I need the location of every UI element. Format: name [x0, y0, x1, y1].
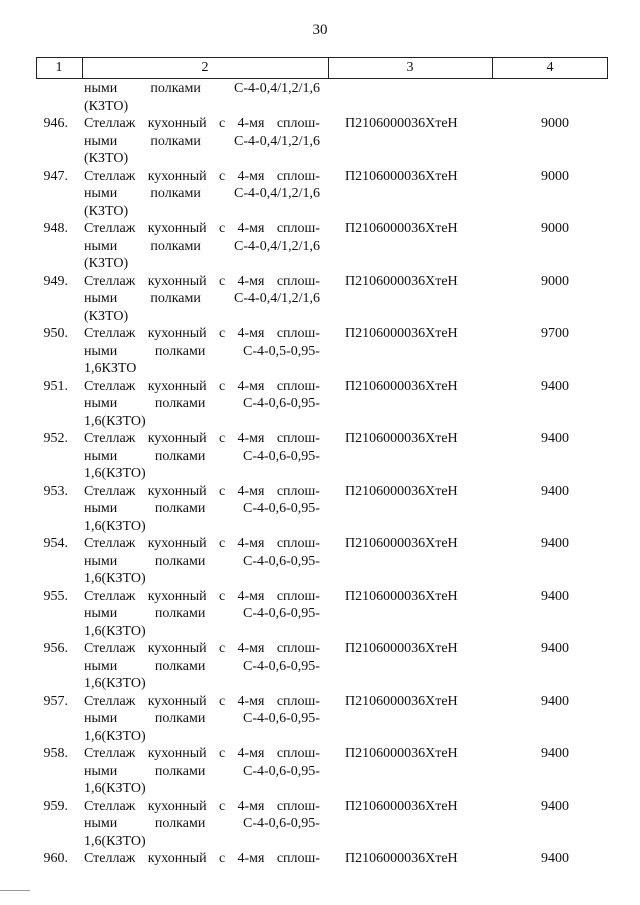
description-line — [84, 343, 320, 361]
item-description — [84, 535, 320, 588]
description-line — [84, 500, 320, 518]
item-price: 9700 — [541, 326, 569, 341]
description-line — [84, 168, 320, 186]
description-word: Стеллаж — [84, 168, 136, 184]
item-code: П2106000036ХтеН — [345, 116, 458, 131]
description-word: полками — [150, 238, 201, 254]
item-description — [84, 168, 320, 221]
item-code: П2106000036ХтеН — [345, 431, 458, 446]
description-line — [84, 623, 320, 641]
row-number: 951. — [43, 378, 68, 394]
item-code: П2106000036ХтеН — [345, 798, 458, 814]
item-description — [84, 378, 320, 431]
description-word: (КЗТО) — [84, 203, 129, 219]
item-price: 9400 — [541, 378, 569, 394]
item-code: П2106000036ХтеН — [345, 746, 458, 761]
description-word: Стеллаж — [84, 483, 136, 499]
item-price: 9400 — [541, 641, 569, 656]
description-word: 4-мя — [237, 116, 265, 131]
item-description — [84, 325, 320, 378]
description-word: сплош- — [276, 746, 320, 761]
description-line — [84, 133, 320, 151]
description-word: полками — [150, 81, 201, 96]
description-word: сплош- — [276, 431, 320, 446]
description-line — [84, 360, 320, 378]
description-line — [84, 605, 320, 623]
item-price: 9400 — [541, 536, 569, 551]
description-word: полками — [154, 448, 206, 464]
row-number: 946. — [43, 116, 68, 131]
description-word: 4-мя — [237, 326, 265, 341]
description-word: 1,6(КЗТО) — [84, 781, 146, 796]
description-line — [84, 745, 320, 763]
description-word: с — [218, 378, 226, 394]
item-code: П2106000036ХтеН — [345, 221, 458, 236]
description-word: с — [218, 536, 226, 551]
description-word: с — [218, 483, 226, 499]
description-word: с — [218, 588, 226, 604]
row-number: 954. — [43, 536, 68, 551]
description-word: сплош- — [276, 693, 320, 709]
row-number: 958. — [43, 746, 68, 761]
description-line — [84, 273, 320, 291]
description-word: кухонный — [147, 273, 207, 289]
item-price: 9400 — [541, 746, 569, 761]
row-number: 955. — [43, 588, 68, 604]
description-word: Стеллаж — [84, 273, 136, 289]
description-word: с — [218, 431, 226, 446]
description-word: кухонный — [147, 798, 207, 814]
description-line — [84, 588, 320, 606]
description-word: С-4-0,4/1,2/1,6 — [234, 291, 320, 306]
description-word: ными — [84, 291, 118, 306]
description-word: Стеллаж — [84, 536, 136, 551]
description-word: кухонный — [147, 588, 207, 604]
description-line — [84, 413, 320, 431]
description-word: 4-мя — [237, 378, 265, 394]
row-number: 953. — [43, 483, 68, 499]
description-word: полками — [150, 133, 201, 149]
description-line — [84, 448, 320, 466]
description-line — [84, 308, 320, 326]
description-word: С-4-0,4/1,2/1,6 — [234, 81, 320, 96]
description-word: Стеллаж — [84, 746, 136, 761]
description-word: кухонный — [147, 483, 207, 499]
description-word: 1,6(КЗТО) — [84, 571, 146, 586]
description-word: 4-мя — [237, 431, 265, 446]
description-word: с — [218, 326, 226, 341]
item-description — [84, 80, 320, 115]
description-word: С-4-0,6-0,95- — [242, 501, 320, 516]
row-number: 949. — [43, 273, 68, 289]
description-word: С-4-0,6-0,95- — [242, 448, 320, 464]
item-price: 9000 — [541, 168, 569, 184]
description-word: Стеллаж — [84, 378, 136, 394]
description-word: Стеллаж — [84, 116, 136, 131]
description-word: сплош- — [276, 798, 320, 814]
description-word: сплош- — [276, 588, 320, 604]
description-line — [84, 763, 320, 781]
description-word: кухонный — [147, 326, 207, 341]
description-line — [84, 465, 320, 483]
item-code: П2106000036ХтеН — [345, 483, 458, 499]
description-line — [84, 255, 320, 273]
row-number: 959. — [43, 798, 68, 814]
description-word: с — [218, 851, 226, 866]
page-edge-mark — [0, 890, 30, 891]
item-code: П2106000036ХтеН — [345, 168, 458, 184]
description-word: сплош- — [276, 326, 320, 341]
description-line — [84, 395, 320, 413]
description-word: полками — [150, 291, 201, 306]
item-description — [84, 798, 320, 851]
description-word: с — [218, 641, 226, 656]
description-line — [84, 780, 320, 798]
description-word: 1,6(КЗТО) — [84, 623, 146, 639]
description-word: с — [218, 221, 226, 236]
item-code: П2106000036ХтеН — [345, 588, 458, 604]
item-price: 9000 — [541, 273, 569, 289]
description-word: 4-мя — [237, 588, 265, 604]
description-word: сплош- — [276, 641, 320, 656]
description-word: кухонный — [147, 693, 207, 709]
description-word: 4-мя — [237, 168, 265, 184]
description-word: полками — [154, 553, 206, 569]
description-word: 1,6(КЗТО) — [84, 676, 146, 691]
description-word: 1,6(КЗТО) — [84, 413, 146, 429]
description-word: С-4-0,4/1,2/1,6 — [234, 133, 320, 149]
description-line — [84, 553, 320, 571]
page-number: 30 — [312, 22, 328, 38]
description-word: 4-мя — [237, 273, 265, 289]
description-word: ными — [84, 81, 118, 96]
description-line — [84, 98, 320, 116]
row-number: 957. — [43, 693, 68, 709]
description-word: кухонный — [147, 168, 207, 184]
description-word: кухонный — [147, 431, 207, 446]
description-word: с — [218, 693, 226, 709]
item-description — [84, 850, 320, 868]
description-word: (КЗТО) — [84, 98, 129, 114]
description-word: сплош- — [276, 536, 320, 551]
row-number: 950. — [43, 326, 68, 341]
description-word: Стеллаж — [84, 798, 136, 814]
description-word: 1,6(КЗТО) — [84, 833, 146, 849]
description-word: 4-мя — [237, 536, 265, 551]
description-line — [84, 325, 320, 343]
description-word: сплош- — [276, 116, 320, 131]
description-word: кухонный — [147, 851, 207, 866]
description-word: С-4-0,4/1,2/1,6 — [234, 238, 320, 254]
description-word: 4-мя — [237, 641, 265, 656]
description-word: сплош- — [276, 851, 320, 866]
item-description — [84, 640, 320, 693]
description-word: Стеллаж — [84, 431, 136, 446]
description-word: полками — [150, 186, 201, 201]
description-line — [84, 570, 320, 588]
item-code: П2106000036ХтеН — [345, 378, 458, 394]
item-price: 9400 — [541, 588, 569, 604]
description-word: ными — [84, 553, 118, 569]
item-code: П2106000036ХтеН — [345, 693, 458, 709]
item-code: П2106000036ХтеН — [345, 641, 458, 656]
row-number: 947. — [43, 168, 68, 184]
description-word: сплош- — [276, 483, 320, 499]
description-line — [84, 710, 320, 728]
item-price: 9400 — [541, 431, 569, 446]
description-word: с — [218, 273, 226, 289]
description-word: 1,6(КЗТО) — [84, 518, 146, 534]
description-line — [84, 115, 320, 133]
item-price: 9000 — [541, 116, 569, 131]
description-line — [84, 675, 320, 693]
description-word: полками — [154, 343, 206, 359]
item-code: П2106000036ХтеН — [345, 273, 458, 289]
row-number: 948. — [43, 221, 68, 236]
description-word: полками — [154, 658, 206, 674]
description-word: 4-мя — [237, 851, 265, 866]
description-word: ными — [84, 133, 118, 149]
description-word: ными — [84, 658, 118, 674]
description-word: кухонный — [147, 536, 207, 551]
description-line — [84, 535, 320, 553]
description-line — [84, 430, 320, 448]
description-line — [84, 238, 320, 256]
description-line — [84, 833, 320, 851]
description-word: ными — [84, 501, 118, 516]
description-word: Стеллаж — [84, 221, 136, 236]
item-description — [84, 220, 320, 273]
item-price: 9400 — [541, 798, 569, 814]
description-word: сплош- — [276, 221, 320, 236]
description-word: кухонный — [147, 746, 207, 761]
description-word: полками — [154, 606, 206, 621]
description-word: ными — [84, 186, 118, 201]
item-code: П2106000036ХтеН — [345, 851, 458, 866]
description-word: Стеллаж — [84, 641, 136, 656]
description-line — [84, 518, 320, 536]
column-header-3: 3 — [406, 60, 414, 75]
description-line — [84, 693, 320, 711]
description-word: ными — [84, 763, 118, 779]
row-number: 960. — [43, 851, 68, 866]
description-line — [84, 815, 320, 833]
item-price: 9400 — [541, 693, 569, 709]
description-word: с — [218, 116, 226, 131]
column-header-1: 1 — [55, 60, 63, 75]
description-word: (КЗТО) — [84, 256, 129, 271]
description-word: кухонный — [147, 221, 207, 236]
description-word: С-4-0,6-0,95- — [242, 396, 320, 411]
description-word: полками — [154, 396, 206, 411]
item-description — [84, 588, 320, 641]
description-line — [84, 80, 320, 98]
description-line — [84, 640, 320, 658]
description-line — [84, 378, 320, 396]
description-line — [84, 728, 320, 746]
description-word: с — [218, 746, 226, 761]
description-word: 4-мя — [237, 483, 265, 499]
item-description — [84, 483, 320, 536]
description-word: полками — [154, 501, 206, 516]
item-price: 9400 — [541, 483, 569, 499]
item-price: 9000 — [541, 221, 569, 236]
description-word: полками — [154, 763, 206, 779]
description-word: Стеллаж — [84, 851, 136, 866]
description-word: С-4-0,6-0,95- — [242, 606, 320, 621]
item-description — [84, 430, 320, 483]
description-word: кухонный — [147, 378, 207, 394]
description-word: кухонный — [147, 641, 207, 656]
description-word: С-4-0,6-0,95- — [242, 658, 320, 674]
description-word: 4-мя — [237, 221, 265, 236]
description-word: С-4-0,6-0,95- — [242, 816, 320, 831]
description-word: 4-мя — [237, 798, 265, 814]
description-word: С-4-0,6-0,95- — [242, 763, 320, 779]
description-word: 1,6(КЗТО) — [84, 466, 146, 481]
item-description — [84, 745, 320, 798]
description-word: С-4-0,6-0,95- — [242, 711, 320, 726]
column-header-2: 2 — [201, 60, 209, 75]
description-word: с — [218, 798, 226, 814]
description-word: Стеллаж — [84, 693, 136, 709]
description-word: сплош- — [276, 273, 320, 289]
description-word: С-4-0,5-0,95- — [242, 343, 320, 359]
description-word: 1,6(КЗТО) — [84, 728, 146, 744]
item-code: П2106000036ХтеН — [345, 326, 458, 341]
description-line — [84, 203, 320, 221]
description-word: С-4-0,4/1,2/1,6 — [234, 186, 320, 201]
description-word: ными — [84, 396, 118, 411]
description-line — [84, 483, 320, 501]
description-line — [84, 220, 320, 238]
row-number: 956. — [43, 641, 68, 656]
description-word: ными — [84, 606, 118, 621]
description-word: 4-мя — [237, 746, 265, 761]
description-word: Стеллаж — [84, 588, 136, 604]
description-word: С-4-0,6-0,95- — [242, 553, 320, 569]
description-word: ными — [84, 711, 118, 726]
description-word: Стеллаж — [84, 326, 136, 341]
description-word: кухонный — [147, 116, 207, 131]
item-code: П2106000036ХтеН — [345, 536, 458, 551]
description-line — [84, 290, 320, 308]
description-word: ными — [84, 816, 118, 831]
description-word: ными — [84, 238, 118, 254]
description-line — [84, 185, 320, 203]
description-word: сплош- — [276, 168, 320, 184]
description-word: (КЗТО) — [84, 151, 129, 166]
item-description — [84, 115, 320, 168]
description-word: 4-мя — [237, 693, 265, 709]
description-line — [84, 798, 320, 816]
description-line — [84, 150, 320, 168]
item-price: 9400 — [541, 851, 569, 866]
description-line — [84, 658, 320, 676]
description-word: сплош- — [276, 378, 320, 394]
description-word: 1,6КЗТО — [84, 361, 137, 376]
description-word: с — [218, 168, 226, 184]
row-number: 952. — [43, 431, 68, 446]
item-description — [84, 273, 320, 326]
description-line — [84, 850, 320, 868]
column-header-4: 4 — [546, 60, 554, 75]
description-word: полками — [154, 711, 206, 726]
description-word: (КЗТО) — [84, 308, 129, 324]
description-word: полками — [154, 816, 206, 831]
item-description — [84, 693, 320, 746]
description-word: ными — [84, 448, 118, 464]
description-word: ными — [84, 343, 118, 359]
